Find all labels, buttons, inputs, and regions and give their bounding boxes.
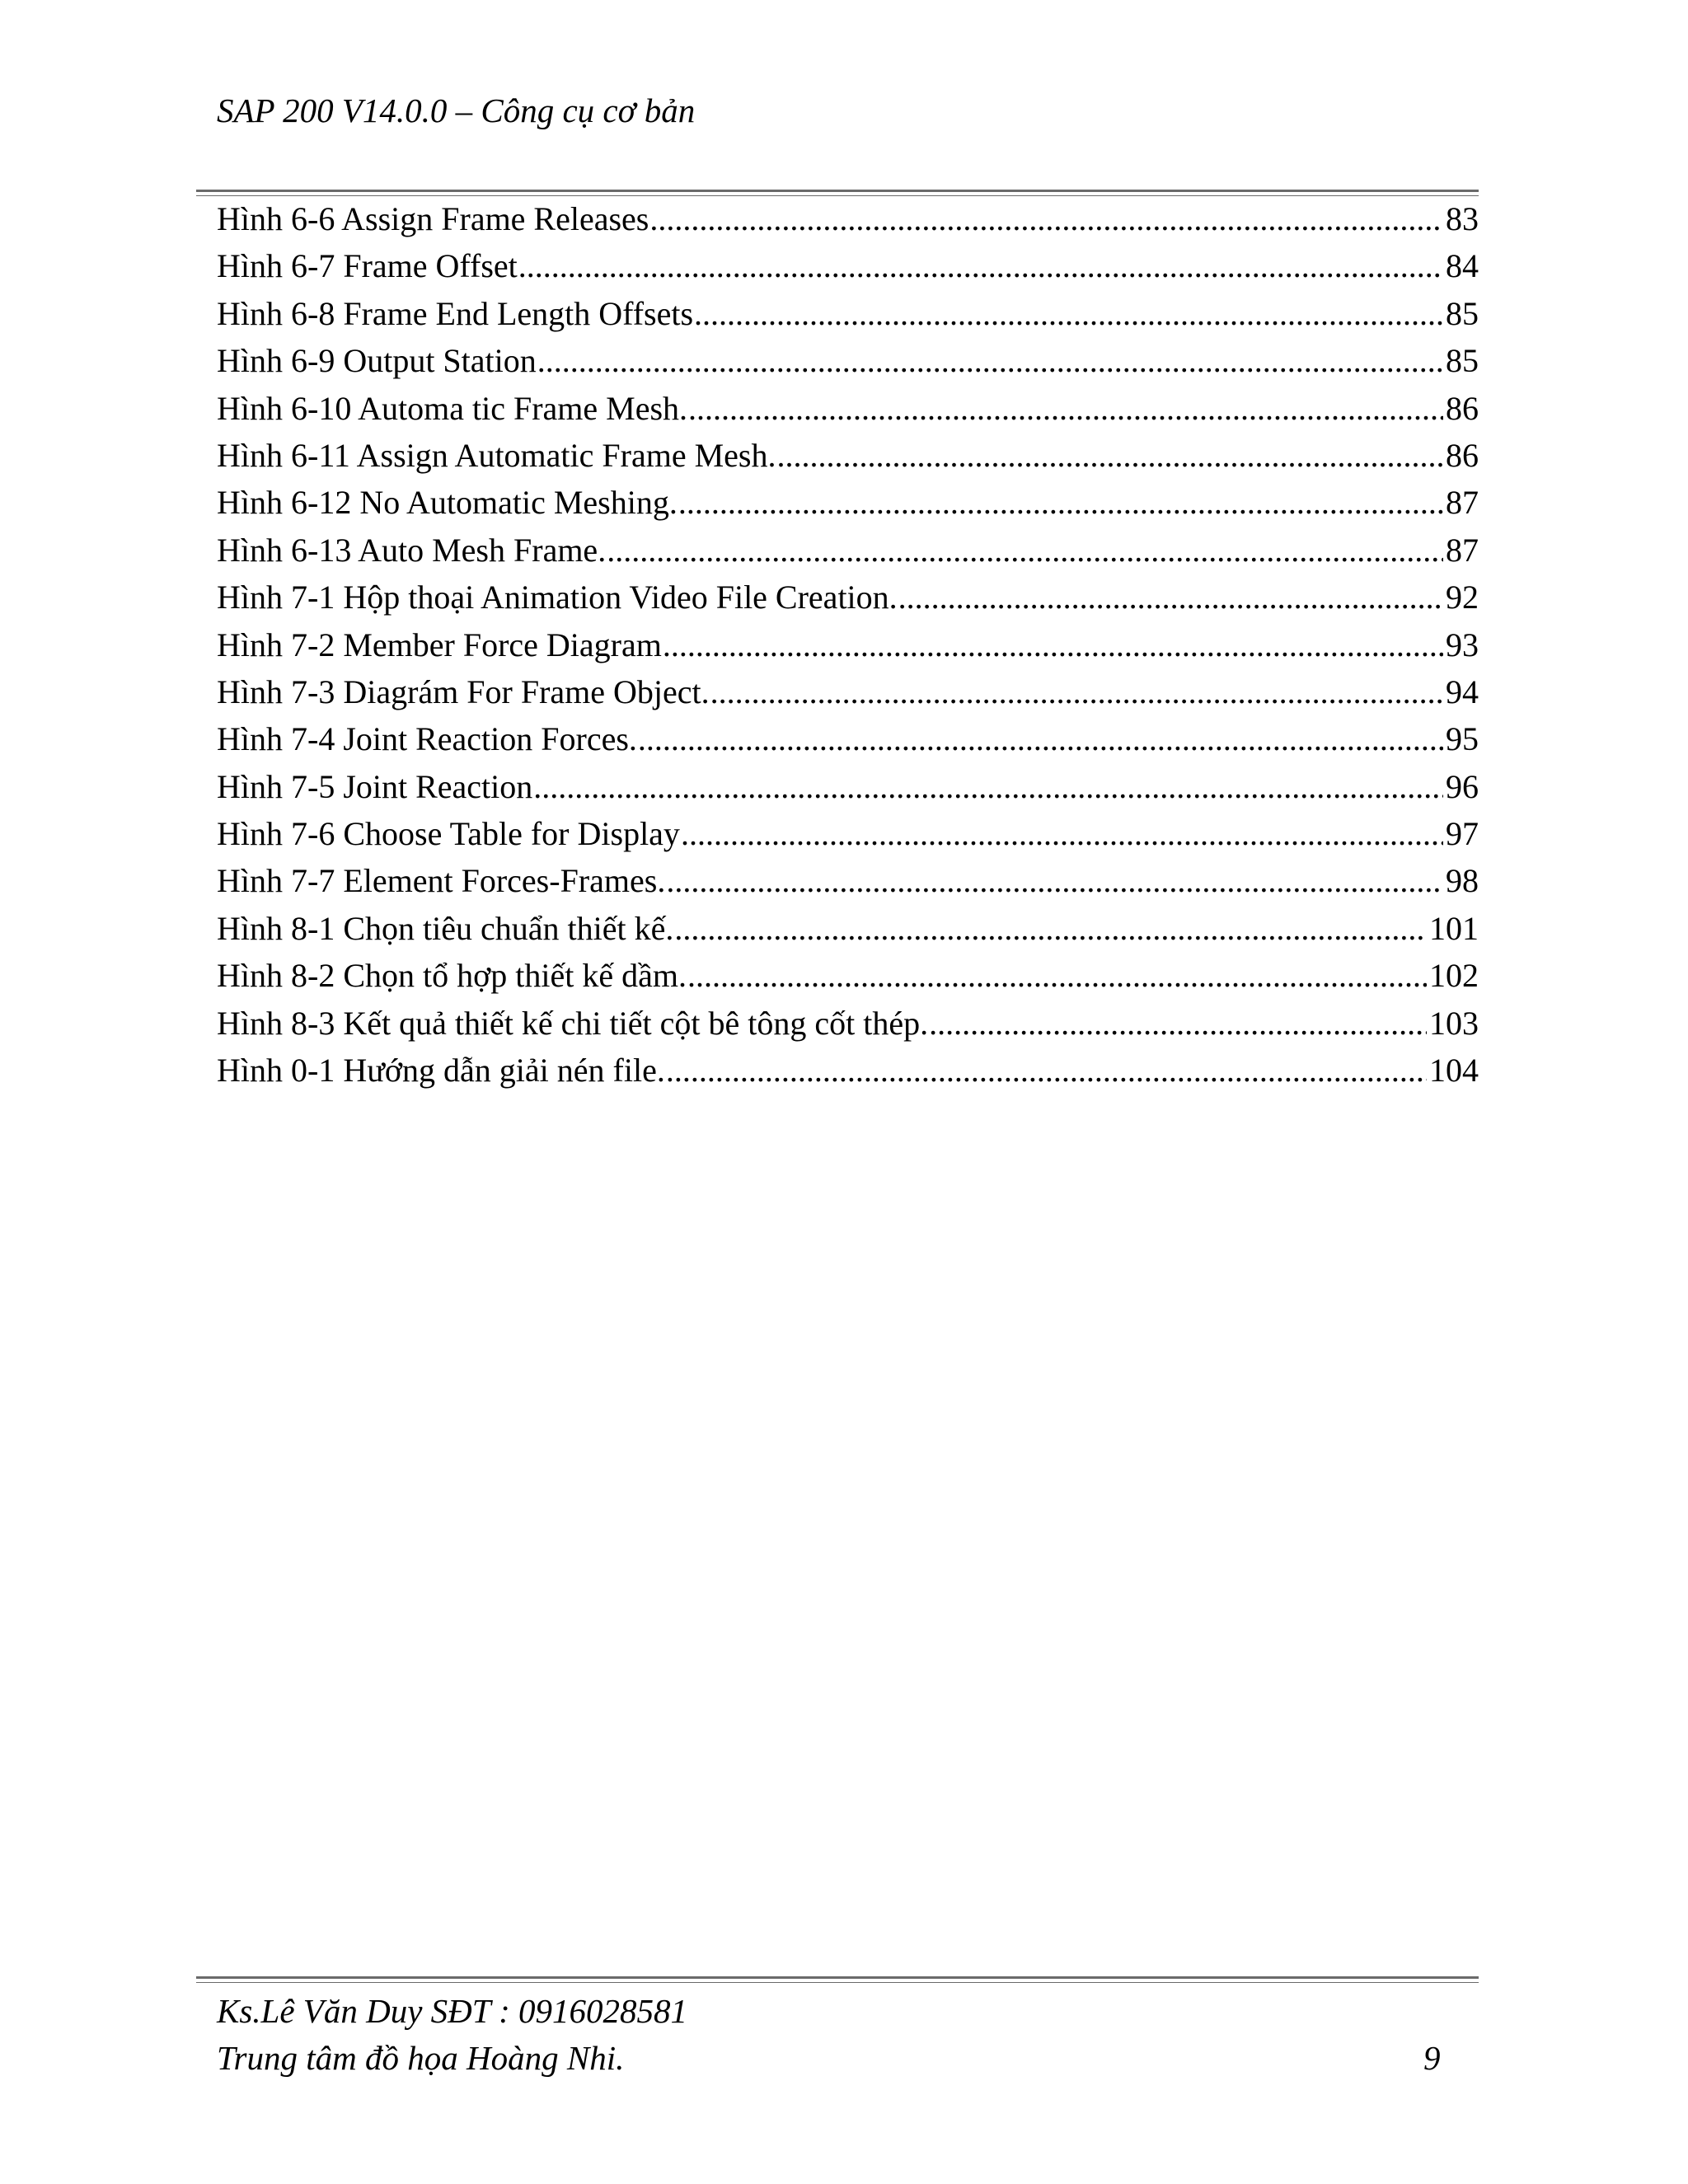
toc-entry-page: 86 [1446, 436, 1479, 474]
dot-leader [776, 432, 1443, 479]
toc-entry[interactable] [217, 621, 1479, 668]
toc-entry[interactable] [217, 952, 1479, 999]
toc-entry-title: Hình 0-1 Hướng dẫn giải nén file. [217, 1052, 665, 1090]
page-number: 9 [1423, 2039, 1441, 2077]
dot-leader [929, 1000, 1427, 1047]
dot-leader [518, 242, 1443, 289]
toc-entry[interactable] [217, 668, 1479, 715]
toc-entry-page: 83 [1446, 200, 1479, 237]
toc-entry-title: Hình 7-5 Joint Reaction [217, 767, 533, 805]
toc-entry-page: 101 [1429, 909, 1479, 947]
dot-leader [898, 574, 1443, 621]
dot-leader [694, 290, 1443, 337]
toc-entry-title: Hình 7-4 Joint Reaction Forces. [217, 720, 637, 758]
toc-entry-page: 102 [1429, 957, 1479, 995]
toc-entry[interactable] [217, 527, 1479, 574]
dot-leader [687, 952, 1427, 999]
toc-entry-title: Hình 6-12 No Automatic Meshing. [217, 484, 678, 522]
dot-leader [663, 621, 1443, 668]
toc-entry[interactable] [217, 195, 1479, 242]
toc-entry-title: Hình 6-8 Frame End Length Offsets [217, 294, 694, 332]
toc-entry-page: 97 [1446, 815, 1479, 853]
toc-entry-page: 104 [1429, 1052, 1479, 1090]
toc-entry-page: 85 [1446, 294, 1479, 332]
toc-entry[interactable] [217, 432, 1479, 479]
toc-entry[interactable] [217, 905, 1479, 952]
toc-entry[interactable] [217, 479, 1479, 526]
toc-entry[interactable] [217, 574, 1479, 621]
toc-entry-page: 98 [1446, 862, 1479, 900]
toc-entry[interactable] [217, 810, 1479, 857]
footer-author-line: Ks.Lê Văn Duy SĐT : 0916028581 [217, 1992, 687, 2030]
toc-entry-page: 95 [1446, 720, 1479, 758]
dot-leader [688, 385, 1443, 432]
toc-entry-title: Hình 6-6 Assign Frame Releases [217, 200, 649, 237]
footer-divider [196, 1976, 1479, 1983]
page-footer [217, 1988, 1453, 2082]
toc-entry[interactable] [217, 337, 1479, 384]
toc-entry[interactable] [217, 1047, 1479, 1094]
toc-entry-page: 85 [1446, 342, 1479, 380]
toc-entry-page: 96 [1446, 767, 1479, 805]
toc-entry[interactable] [217, 763, 1479, 810]
footer-center-line: Trung tâm đồ họa Hoàng Nhi. [217, 2039, 625, 2077]
toc-entry-page: 93 [1446, 626, 1479, 663]
dot-leader [710, 668, 1443, 715]
toc-entry-page: 92 [1446, 579, 1479, 616]
dot-leader [537, 337, 1443, 384]
toc-entry[interactable] [217, 242, 1479, 289]
toc-entry[interactable] [217, 1000, 1479, 1047]
toc-entry[interactable] [217, 715, 1479, 762]
toc-entry[interactable] [217, 385, 1479, 432]
dot-leader [666, 857, 1443, 904]
toc-entry-title: Hình 8-2 Chọn tổ hợp thiết kế dầm. [217, 957, 687, 995]
toc-entry-title: Hình 6-10 Automa tic Frame Mesh. [217, 389, 688, 427]
dot-leader [533, 763, 1443, 810]
dot-leader [607, 527, 1443, 574]
toc-entry-title: Hình 7-3 Diagrám For Frame Object. [217, 673, 710, 710]
toc-entry-page: 87 [1446, 484, 1479, 522]
toc-entry-page: 103 [1429, 1004, 1479, 1042]
toc-entry-title: Hình 7-7 Element Forces-Frames. [217, 862, 666, 900]
toc-entry[interactable] [217, 290, 1479, 337]
toc-entry-title: Hình 6-11 Assign Automatic Frame Mesh. [217, 436, 776, 474]
toc-entry-title: Hình 7-1 Hộp thoại Animation Video File Creation. [217, 579, 898, 616]
toc-entry-title: Hình 6-13 Auto Mesh Frame. [217, 531, 607, 569]
toc-entry-title: Hình 8-1 Chọn tiêu chuẩn thiết kế. [217, 909, 674, 947]
toc-entry-page: 94 [1446, 673, 1479, 710]
dot-leader [678, 479, 1443, 526]
toc-entry[interactable] [217, 857, 1479, 904]
dot-leader [681, 810, 1443, 857]
page-header-title: SAP 200 V14.0.0 – Công cụ cơ bản [217, 91, 696, 129]
toc-entry-page: 87 [1446, 531, 1479, 569]
dot-leader [666, 1047, 1427, 1094]
dot-leader [649, 195, 1443, 242]
toc-entry-title: Hình 7-2 Member Force Diagram [217, 626, 662, 663]
toc-entry-title: Hình 6-7 Frame Offset [217, 247, 518, 285]
toc-entry-title: Hình 8-3 Kết quả thiết kế chi tiết cột bê tông cốt thép. [217, 1004, 929, 1042]
table-of-figures [217, 195, 1479, 1094]
toc-entry-page: 84 [1446, 247, 1479, 285]
dot-leader [638, 715, 1443, 762]
dot-leader [674, 905, 1427, 952]
toc-entry-title: Hình 7-6 Choose Table for Display [217, 815, 680, 853]
toc-entry-title: Hình 6-9 Output Station [217, 342, 537, 380]
toc-entry-page: 86 [1446, 389, 1479, 427]
